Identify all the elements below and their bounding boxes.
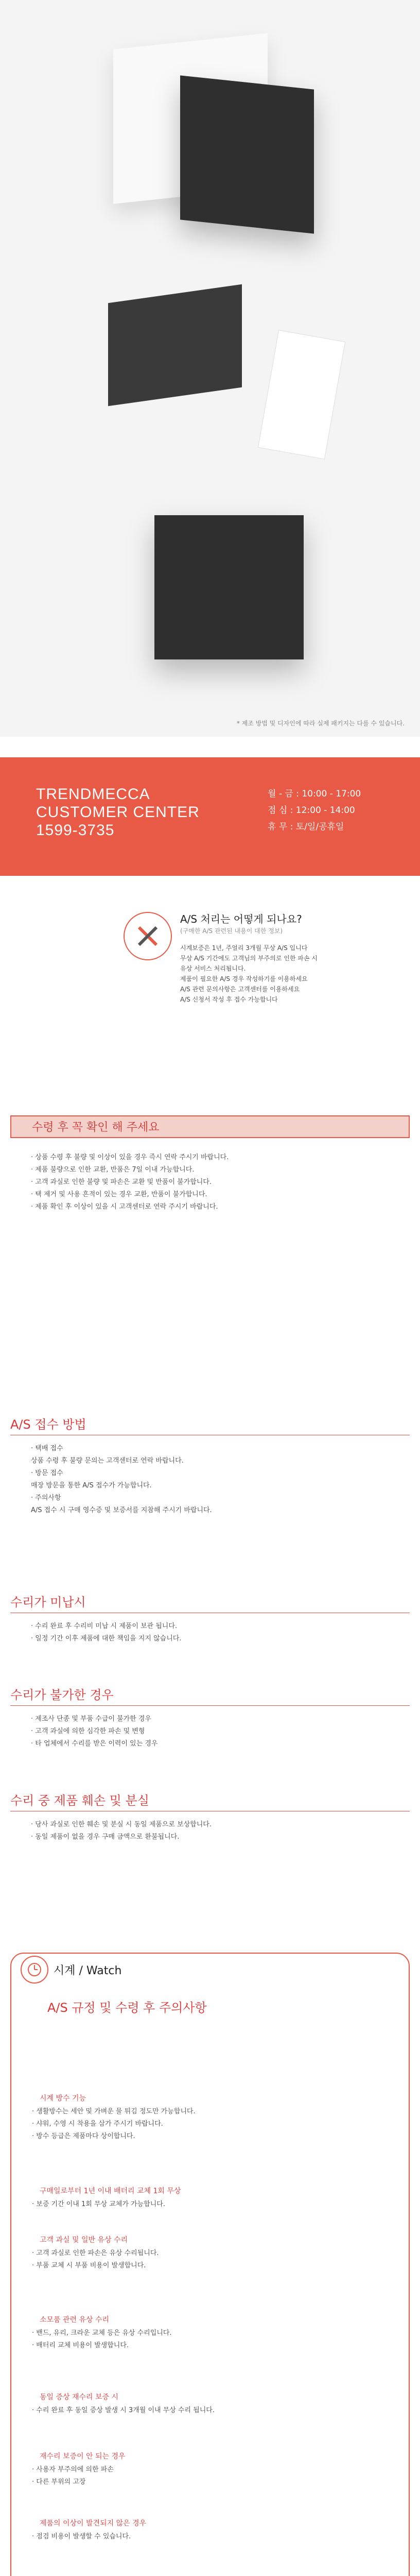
center-line: CUSTOMER CENTER bbox=[36, 804, 200, 821]
watch-block-title: 동일 증상 재수리 보증 시 bbox=[40, 2393, 119, 2401]
faq-block bbox=[124, 907, 371, 1092]
hours-closed: 휴 무 : 토/일/공휴일 bbox=[268, 822, 344, 832]
check-heading-bar: 수령 후 꼭 확인 해 주세요 bbox=[10, 1115, 410, 1138]
black-gift-box bbox=[180, 75, 314, 233]
package-notice: * 제조 방법 및 디자인에 따라 실제 패키지는 다를 수 있습니다. bbox=[236, 720, 405, 727]
as-method-heading: A/S 접수 방법 bbox=[10, 1417, 86, 1432]
business-hours bbox=[268, 786, 361, 835]
faq-item: 제품이 필요한 A/S 경우 작성하기를 이용하세요 bbox=[180, 975, 308, 982]
watch-block-text: · 점검 비용이 발생할 수 있습니다. bbox=[32, 2533, 131, 2540]
faq-subtitle: (구매한 A/S 관련된 내용이 대한 정보) bbox=[180, 927, 283, 935]
watch-rules-heading: A/S 규정 및 수령 후 주의사항 bbox=[47, 2001, 207, 2015]
repair-unpaid-heading: 수리가 미납시 bbox=[10, 1595, 86, 1609]
watch-block-title: 구매일로부터 1년 이내 배터리 교체 1회 무상 bbox=[40, 2187, 181, 2195]
faq-item: 유상 서비스 처리됩니다. bbox=[180, 965, 246, 972]
watch-block-title: 소모품 관련 유상 수리 bbox=[40, 2316, 110, 2324]
hours-lunch: 점 심 : 12:00 - 14:00 bbox=[268, 805, 355, 816]
repair-unpaid-text: · 수리 완료 후 수리비 미납 시 제품이 보관 됩니다. · 일정 기간 이후 제품에 대한 책임을 지지 않습니다. bbox=[31, 1622, 182, 1642]
not-possible-heading: 수리가 불가한 경우 bbox=[10, 1688, 114, 1702]
faq-item: A/S 신청서 작성 후 접수 가능합니다 bbox=[180, 996, 278, 1003]
divider bbox=[10, 1705, 410, 1706]
product-hero-image bbox=[0, 0, 420, 737]
watch-block-text: · 수리 완료 후 동일 증상 발생 시 3개월 이내 무상 수리 됩니다. bbox=[32, 2406, 215, 2414]
warranty-card bbox=[258, 330, 345, 459]
watch-block-text: · 사용자 부주의에 의한 파손 · 다른 부위의 고장 bbox=[32, 2466, 114, 2486]
watch-block-text: · 생활방수는 세안 및 가벼운 물 튀김 정도만 가능합니다. · 샤워, 수영 시 착용을 삼가 주시기 바랍니다. · 방수 등급은 제품마다 상이합니다. bbox=[32, 2108, 196, 2140]
black-cube-box bbox=[154, 515, 304, 659]
watch-block-text: · 밴드, 유리, 크라운 교체 등은 유상 수리입니다. · 배터리 교체 비용이 발생합니다. bbox=[32, 2329, 172, 2349]
watch-block-title: 제품의 이상이 발견되지 않은 경우 bbox=[40, 2519, 147, 2528]
faq-items bbox=[180, 943, 376, 1005]
faq-item: A/S 관련 문의사항은 고객센터를 이용하세요 bbox=[180, 986, 300, 993]
as-method-text: · 택배 접수 상품 수령 후 불량 문의는 고객센터로 연락 바랍니다. · 방문 접수 매장 방문을 통한 A/S 접수가 가능합니다. · 주의사항 A/S 접수 시 구매 영수증 및 보증서를 지참해 주시기 바랍니다. bbox=[31, 1445, 212, 1514]
watch-title: 시계 / Watch bbox=[54, 1964, 122, 1977]
watch-block-title: 시계 방수 기능 bbox=[40, 2094, 86, 2103]
hours-weekday: 월 - 금 : 10:00 - 17:00 bbox=[268, 789, 361, 799]
not-possible-text: · 제조사 단종 및 부품 수급이 불가한 경우 · 고객 과실에 의한 심각한 파손 및 변형 · 타 업체에서 수리를 받은 이력이 있는 경우 bbox=[31, 1715, 158, 1748]
watch-block-title: 재수리 보증이 안 되는 경우 bbox=[40, 2452, 126, 2461]
check-text: · 상품 수령 후 불량 및 이상이 있을 경우 즉시 연락 주시기 바랍니다. · 제품 불량으로 인한 교환, 반품은 7일 이내 가능합니다. · 고객 과실로 인한 불량 및 파손은 교환 및 반품이 불가합니다. · 택 제거 및 사용 흔적이 있는 경우 교환, 반품이 불가합니다. · 제품 확인 후 이상이 있을 시 고객센터로 연락 주시기 바랍니다. bbox=[31, 1154, 229, 1211]
watch-icon bbox=[21, 1956, 48, 1984]
faq-item: 무상 A/S 기간에도 고객님의 부주의로 인한 파손 시 bbox=[180, 955, 318, 962]
open-black-box bbox=[108, 284, 242, 406]
damage-text: · 당사 과실로 인한 훼손 및 분실 시 동일 제품으로 보상합니다. · 동일 제품이 없을 경우 구매 금액으로 환불됩니다. bbox=[31, 1821, 212, 1841]
watch-block-title: 고객 과실 및 일반 유상 수리 bbox=[40, 2236, 128, 2244]
customer-center-band bbox=[0, 757, 420, 876]
damage-heading: 수리 중 제품 훼손 및 분실 bbox=[10, 1793, 149, 1808]
watch-panel bbox=[10, 1953, 410, 2576]
faq-item: 시계보증은 1년, 주얼리 3개월 무상 A/S 입니다 bbox=[180, 944, 308, 952]
brand-line: TRENDMECCA bbox=[36, 786, 150, 803]
tools-icon bbox=[124, 912, 172, 960]
phone-number[interactable]: 1599-3735 bbox=[36, 822, 115, 839]
watch-block-text: · 고객 과실로 인한 파손은 유상 수리됩니다. · 부품 교체 시 부품 비용이 발생합니다. bbox=[32, 2249, 159, 2269]
watch-block-text: · 보증 기간 이내 1회 무상 교체가 가능합니다. bbox=[32, 2200, 165, 2208]
faq-title: A/S 처리는 어떻게 되나요? bbox=[180, 913, 302, 925]
